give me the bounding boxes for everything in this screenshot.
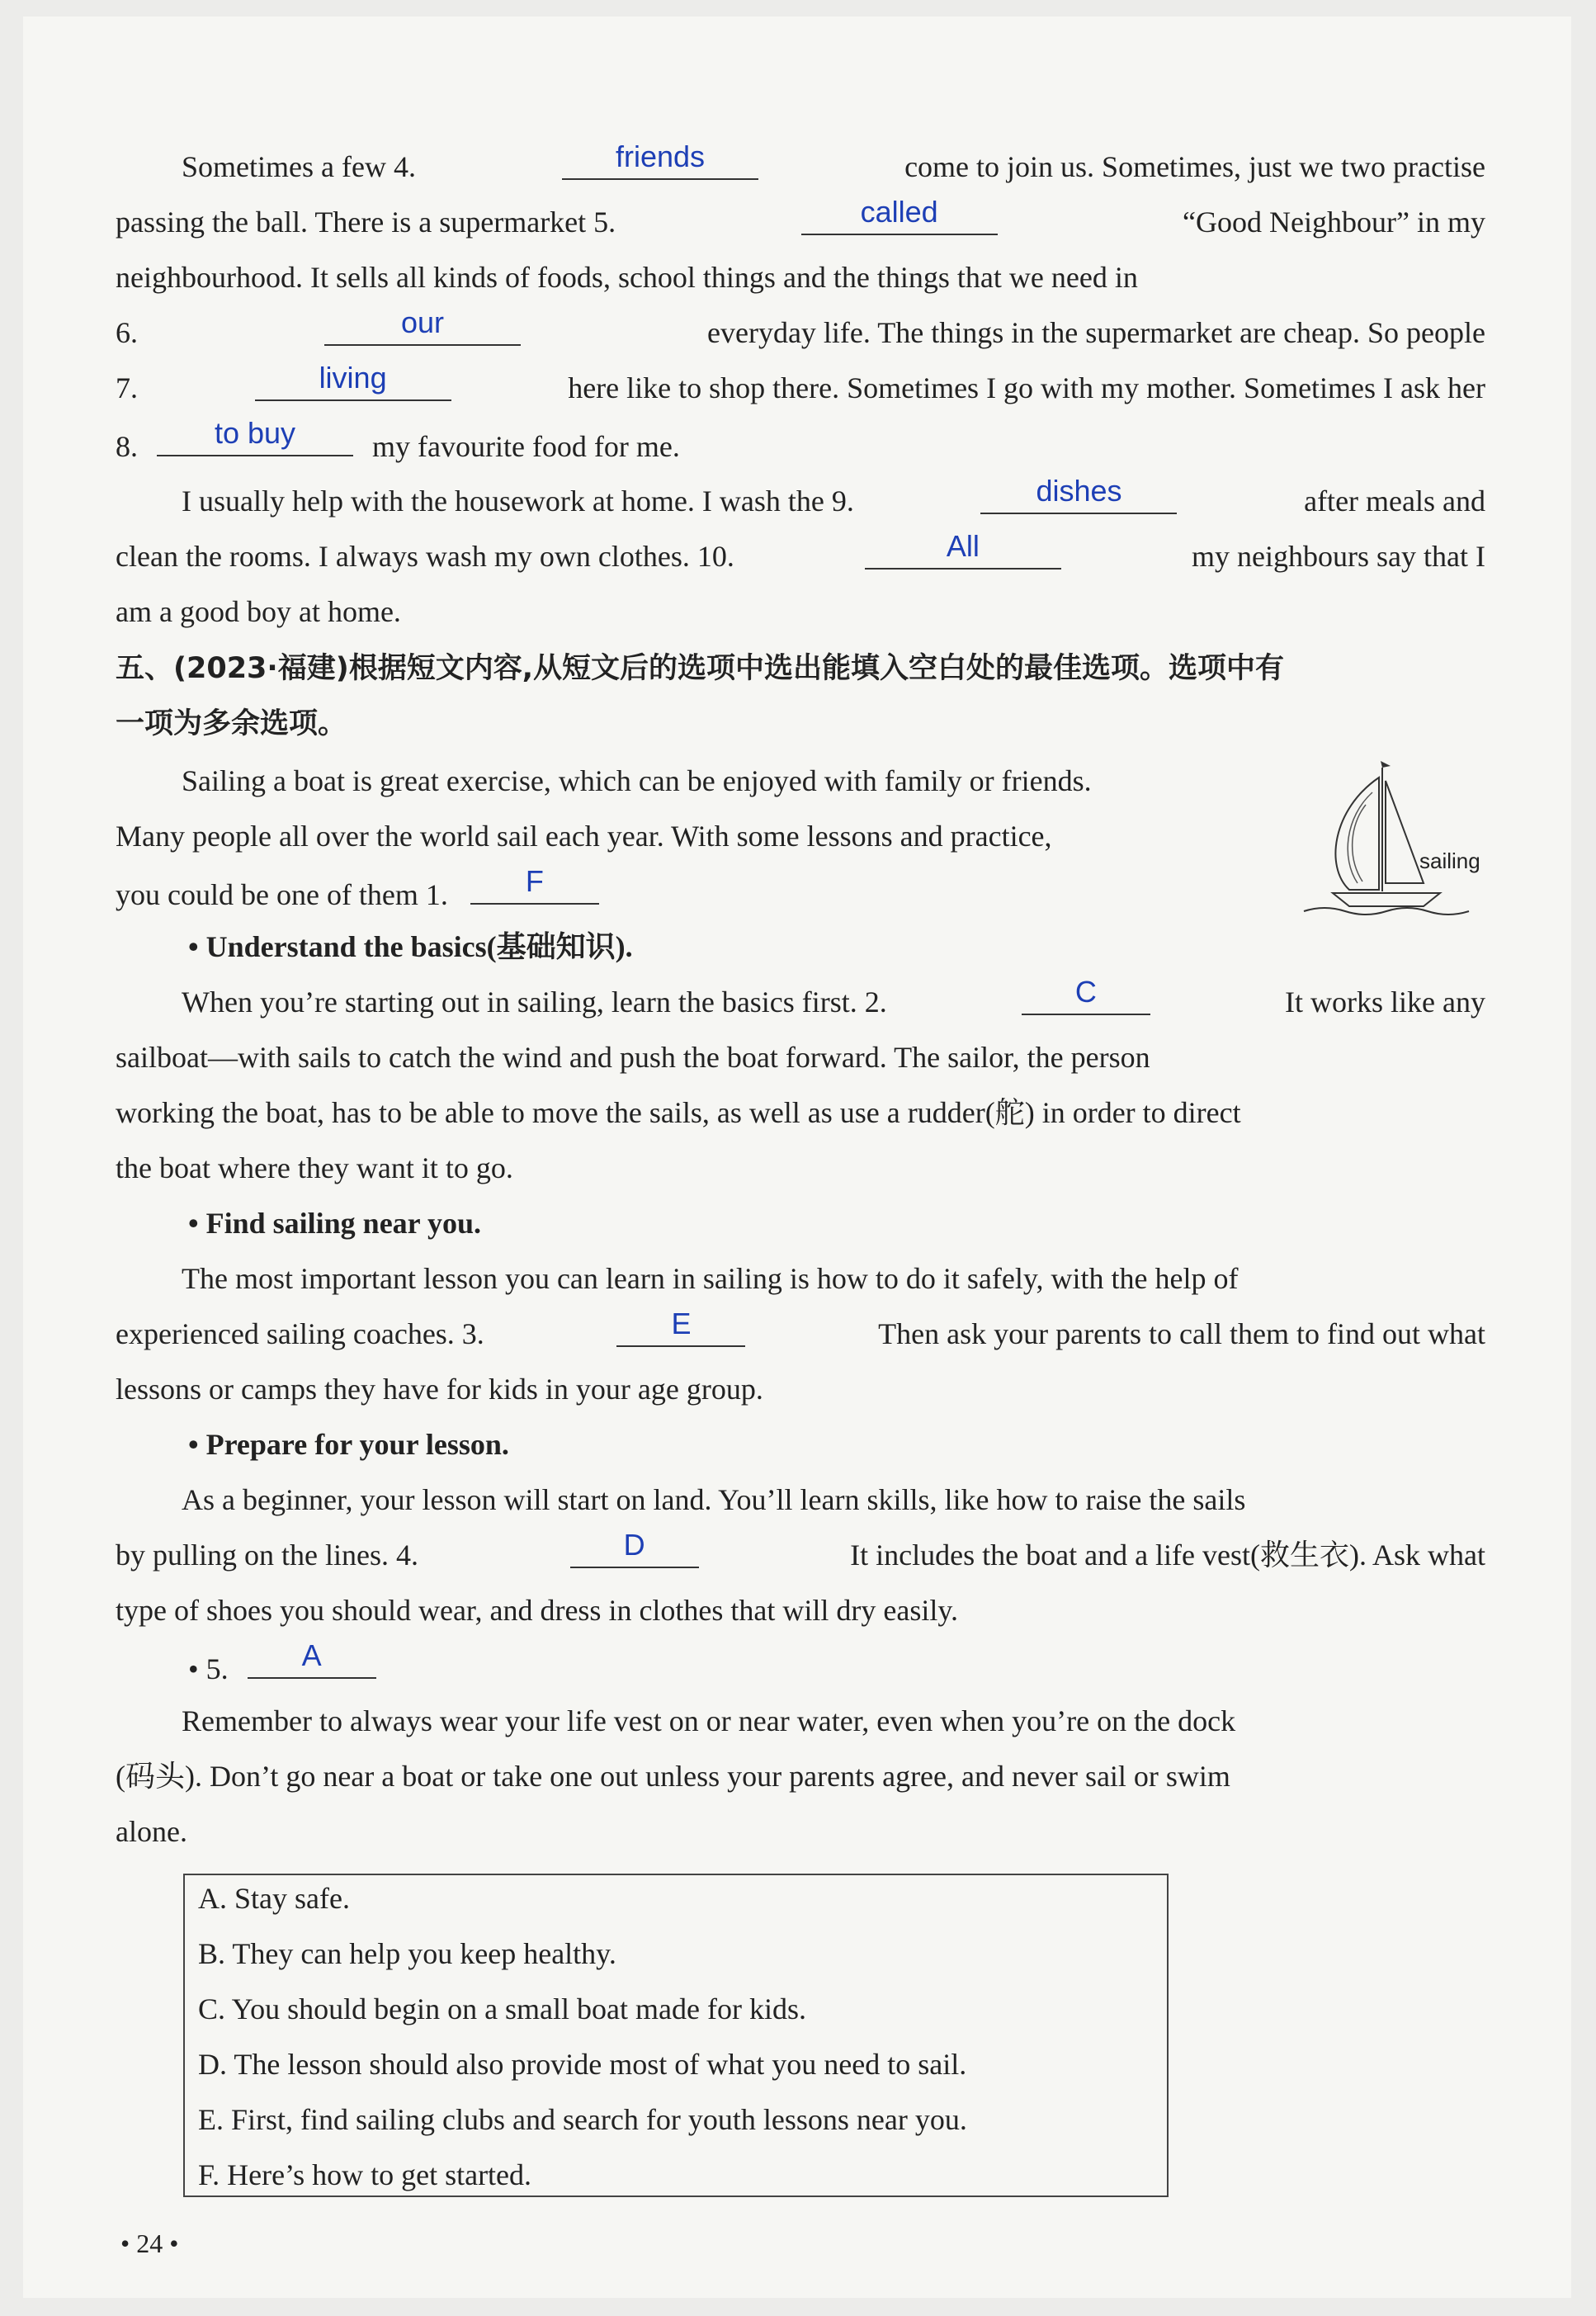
answer-text: All xyxy=(946,529,980,563)
text: the boat where they want it to go. xyxy=(116,1151,513,1184)
subheading: • Understand the basics(基础知识). xyxy=(188,930,633,963)
text: Many people all over the world sail each year. With some lessons and practice, xyxy=(116,820,1052,853)
text: I usually help with the housework at home. I wash the 9. xyxy=(182,484,854,518)
text: here like to shop there. Sometimes I go with my mother. Sometimes I ask her xyxy=(568,371,1485,404)
option-c[interactable]: C. You should begin on a small boat made for kids. xyxy=(198,1992,806,2025)
text-line xyxy=(116,1371,1485,1407)
text: 7. xyxy=(116,371,138,404)
answer-blank-2[interactable] xyxy=(1022,975,1150,1015)
text-line xyxy=(182,1482,1485,1518)
text: It includes the boat and a life vest(救生衣). Ask what xyxy=(850,1538,1485,1572)
text-line xyxy=(116,416,1485,465)
subheading: • 5. xyxy=(188,1652,229,1685)
answer-text: dishes xyxy=(1036,474,1122,508)
answer-blank-1[interactable] xyxy=(470,864,599,905)
answer-blank-8[interactable] xyxy=(157,416,353,456)
text: Then ask your parents to call them to find out what xyxy=(878,1317,1485,1350)
text-line xyxy=(116,1150,1485,1186)
text-line xyxy=(116,1307,1485,1352)
text: Sailing a boat is great exercise, which can be enjoyed with family or friends. xyxy=(182,764,1092,797)
text: (码头). Don’t go near a boat or take one out unless your parents agree, and never sail or swim xyxy=(116,1760,1230,1793)
text: by pulling on the lines. 4. xyxy=(116,1538,418,1572)
text-line xyxy=(116,1592,1485,1628)
text: 8. xyxy=(116,430,138,463)
answer-blank-9[interactable] xyxy=(980,474,1177,514)
text: The most important lesson you can learn in sailing is how to do it safely, with the help of xyxy=(182,1262,1239,1295)
answer-text: E xyxy=(671,1307,692,1340)
answer-text: our xyxy=(400,305,445,339)
subheading: • Find sailing near you. xyxy=(188,1207,482,1240)
text-line xyxy=(182,139,1485,185)
text: It works like any xyxy=(1285,985,1485,1019)
answer-blank-5[interactable] xyxy=(801,195,998,235)
text: sailboat—with sails to catch the wind and push the boat forward. The sailor, the person xyxy=(116,1041,1150,1074)
answer-text: A xyxy=(301,1638,322,1672)
option-e[interactable]: E. First, find sailing clubs and search for youth lessons near you. xyxy=(198,2103,967,2136)
section-heading-cont: 一项为多余选项。 xyxy=(116,707,347,740)
option-d[interactable]: D. The lesson should also provide most of what you need to sail. xyxy=(198,2048,967,2081)
answer-blank-4[interactable] xyxy=(562,139,758,180)
page-number: • 24 • xyxy=(120,2229,179,2258)
options-box xyxy=(183,1874,1169,2197)
text: am a good boy at home. xyxy=(116,595,401,628)
text: after meals and xyxy=(1304,484,1485,518)
text: lessons or camps they have for kids in your age group. xyxy=(116,1373,763,1406)
subheading: • Prepare for your lesson. xyxy=(188,1428,509,1461)
answer-text: D xyxy=(623,1528,645,1562)
text-line xyxy=(116,1094,1485,1131)
text-line xyxy=(116,305,1485,351)
text: neighbourhood. It sells all kinds of foods, school things and the things that we need in xyxy=(116,261,1138,294)
text: experienced sailing coaches. 3. xyxy=(116,1317,484,1350)
text: clean the rooms. I always wash my own clothes. 10. xyxy=(116,540,734,573)
text-line xyxy=(116,1039,1485,1075)
text-line xyxy=(116,195,1485,240)
text-line xyxy=(182,474,1485,519)
section-heading: 五、(2023·福建)根据短文内容,从短文后的选项中选出能填入空白处的最佳选项。选项中有 xyxy=(116,652,1284,685)
option-a[interactable]: A. Stay safe. xyxy=(198,1882,350,1915)
answer-blank-10[interactable] xyxy=(865,529,1061,570)
text: When you’re starting out in sailing, learn the basics first. 2. xyxy=(182,985,887,1019)
answer-text: friends xyxy=(615,139,706,173)
text-line xyxy=(182,1703,1485,1739)
text: my favourite food for me. xyxy=(372,430,680,463)
text: passing the ball. There is a supermarket 5. xyxy=(116,206,616,239)
text: “Good Neighbour” in my xyxy=(1183,206,1485,239)
text-line xyxy=(116,259,1485,295)
text: you could be one of them 1. xyxy=(116,878,448,911)
text-line xyxy=(116,1528,1485,1573)
text: type of shoes you should wear, and dress in clothes that will dry easily. xyxy=(116,1594,959,1627)
answer-blank-7[interactable] xyxy=(255,361,451,401)
image-label: sailing xyxy=(1419,848,1480,873)
answer-text: to buy xyxy=(214,416,296,450)
text: As a beginner, your lesson will start on land. You’ll learn skills, like how to raise the sails xyxy=(182,1483,1246,1516)
text-line xyxy=(182,1260,1485,1297)
answer-blank-5b[interactable] xyxy=(248,1638,376,1679)
text-line xyxy=(116,1758,1485,1794)
text-line xyxy=(116,593,1485,630)
answer-blank-4b[interactable] xyxy=(570,1528,699,1568)
text: my neighbours say that I xyxy=(1192,540,1485,573)
answer-text: C xyxy=(1074,975,1097,1009)
text-line xyxy=(116,361,1485,406)
answer-blank-3[interactable] xyxy=(616,1307,745,1347)
text: come to join us. Sometimes, just we two practise xyxy=(904,150,1485,183)
option-f[interactable]: F. Here’s how to get started. xyxy=(198,2158,532,2191)
text-line xyxy=(182,763,1271,799)
answer-text: called xyxy=(860,195,938,229)
text-line xyxy=(116,1813,1485,1850)
answer-blank-6[interactable] xyxy=(324,305,521,346)
text-line xyxy=(116,529,1485,574)
sailboat-illustration xyxy=(1300,759,1481,924)
text: 6. xyxy=(116,316,138,349)
answer-text: living xyxy=(319,361,387,395)
text-line xyxy=(116,864,1271,913)
text-line xyxy=(182,975,1485,1020)
option-b[interactable]: B. They can help you keep healthy. xyxy=(198,1937,616,1970)
text-line xyxy=(188,1638,1558,1687)
answer-text: F xyxy=(525,864,544,898)
text: alone. xyxy=(116,1815,187,1848)
text-line xyxy=(116,818,1287,854)
text: Sometimes a few 4. xyxy=(182,150,416,183)
text: Remember to always wear your life vest on or near water, even when you’re on the dock xyxy=(182,1704,1236,1737)
text: everyday life. The things in the supermarket are cheap. So people xyxy=(707,316,1485,349)
text: working the boat, has to be able to move the sails, as well as use a rudder(舵) in order to direct xyxy=(116,1096,1241,1129)
